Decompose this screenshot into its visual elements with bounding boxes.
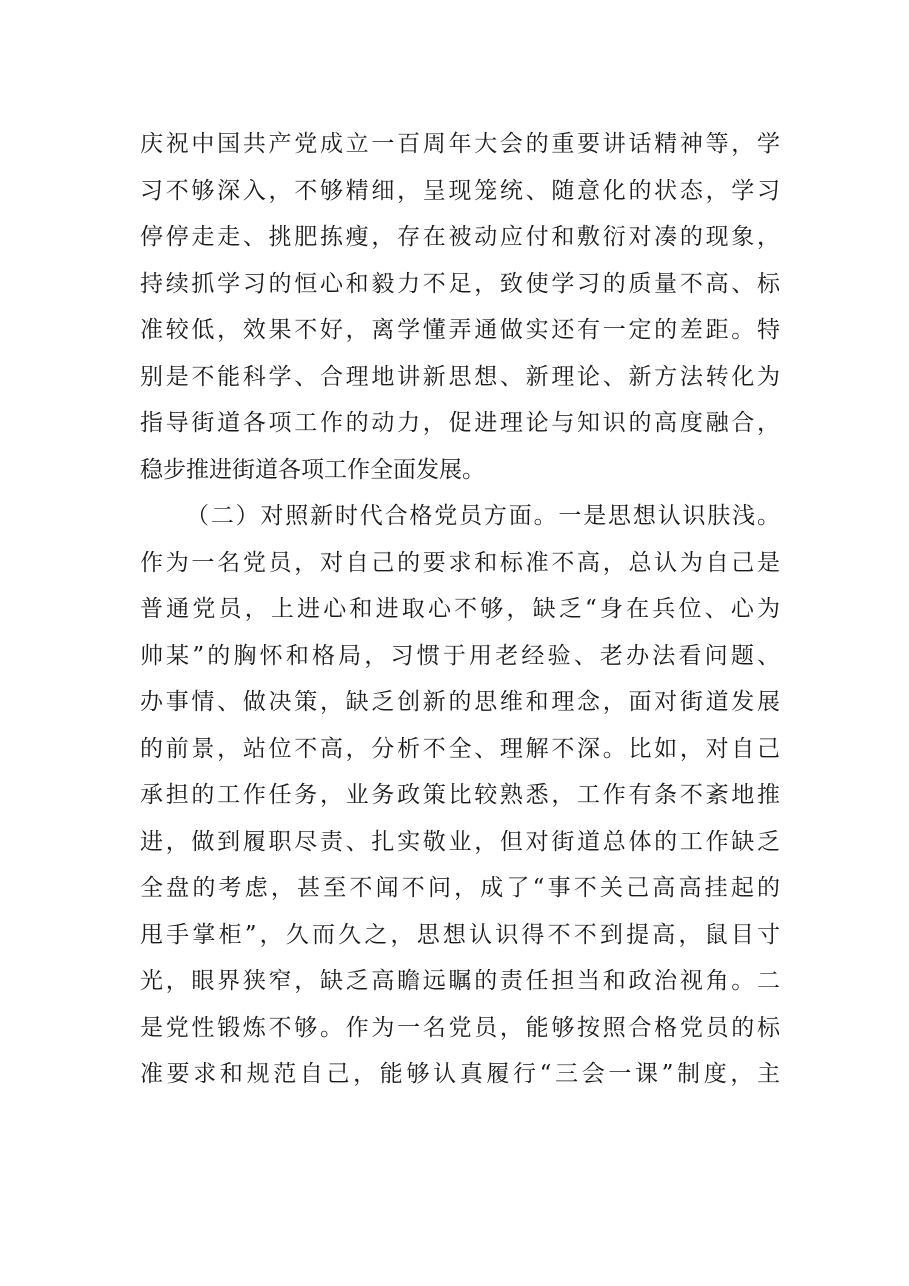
- text-line: 习不够深入，不够精细，呈现笼统、随意化的状态，学习: [140, 177, 780, 204]
- text-line: 承担的工作任务，业务政策比较熟悉，工作有条不紊地推: [140, 782, 780, 808]
- body-text: [140, 121, 780, 1098]
- text-line: 稳步推进街道各项工作全面发展。: [140, 456, 485, 483]
- text-line: 别是不能科学、合理地讲新思想、新理论、新方法转化为: [140, 363, 780, 390]
- text-line: 甩手掌柜”，久而久之，思想认识得不不到提高，鼠目寸: [140, 921, 780, 948]
- text-line: 准要求和规范自己，能够认真履行“三会一课”制度，主: [140, 1061, 780, 1087]
- text-line: 的前景，站位不高，分析不全、理解不深。比如，对自己: [140, 735, 780, 762]
- text-line: 办事情、做决策，缺乏创新的思维和理念，面对街道发展: [140, 689, 780, 715]
- text-line: 帅某”的胸怀和格局，习惯于用老经验、老办法看问题、: [140, 642, 780, 669]
- text-line: 进，做到履职尽责、扎实敬业，但对街道总体的工作缺乏: [140, 828, 780, 855]
- text-line: 指导街道各项工作的动力，促进理论与知识的高度融合，: [140, 410, 780, 436]
- text-line: 作为一名党员，对自己的要求和标准不高，总认为自己是: [140, 549, 780, 576]
- text-line: 停停走走、挑肥拣瘦，存在被动应付和敷衍对凑的现象，: [140, 224, 780, 250]
- text-line: 全盘的考虑，甚至不闻不问，成了“事不关己高高挂起的: [140, 875, 780, 901]
- text-line: 普通党员，上进心和进取心不够，缺乏“身在兵位、心为: [140, 596, 780, 622]
- text-line: 准较低，效果不好，离学懂弄通做实还有一定的差距。特: [140, 317, 780, 343]
- text-line: 是党性锻炼不够。作为一名党员，能够按照合格党员的标: [140, 1014, 780, 1041]
- text-line: 持续抓学习的恒心和毅力不足，致使学习的质量不高、标: [140, 270, 780, 297]
- section-heading-line: （二）对照新时代合格党员方面。一是思想认识肤浅。: [186, 503, 780, 529]
- text-line: 光，眼界狭窄，缺乏高瞻远瞩的责任担当和政治视角。二: [140, 968, 780, 994]
- text-line: 庆祝中国共产党成立一百周年大会的重要讲话精神等，学: [140, 131, 780, 157]
